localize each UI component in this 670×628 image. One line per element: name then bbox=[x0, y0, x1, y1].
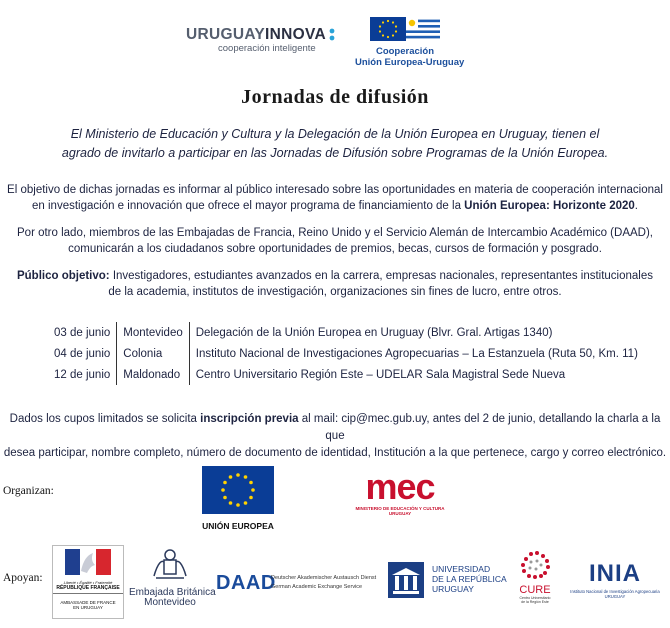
udelar-line-2: DE LA REPÚBLICA bbox=[432, 574, 507, 584]
schedule-city: Colonia bbox=[117, 343, 189, 364]
eu-label: UNIÓN EUROPEA bbox=[202, 521, 274, 531]
cure-dots-icon bbox=[517, 550, 553, 580]
udelar-line-3: URUGUAY bbox=[432, 584, 474, 594]
france-name: RÉPUBLIQUE FRANÇAISE bbox=[53, 585, 123, 594]
registration-line-2: desea participar, nombre completo, número de documento de identidad, Institución a la que pertenece, cargo y correo electrónico. bbox=[3, 447, 667, 459]
cure-line-1: Centro Universitario bbox=[519, 596, 551, 600]
schedule-venue: Instituto Nacional de Investigaciones Agropecuarias – La Estanzuela (Ruta 50, Km. 11) bbox=[195, 347, 638, 360]
table-row bbox=[48, 364, 644, 385]
france-amb-2: EN URUGUAY bbox=[73, 605, 103, 610]
udelar-emblem-icon bbox=[388, 562, 424, 598]
uk-line-1: Embajada Británica bbox=[129, 587, 216, 598]
daad-logo bbox=[216, 572, 276, 595]
intro-line-2: agrado de invitarlo a participar en las Jornadas de Difusión sobre Programas de la Unión Europea. bbox=[61, 146, 609, 160]
cooperacion-logo bbox=[355, 17, 465, 68]
inia-logo bbox=[562, 562, 668, 599]
schedule-date: 03 de junio bbox=[48, 322, 117, 343]
objective-line-2: en investigación e innovación que ofrece el mayor programa de financiamiento de la bbox=[32, 200, 465, 212]
embassies-line-2: comunicarán a los ciudadanos sobre oportunidades de premios, becas, cursos de formación y posgrado. bbox=[68, 243, 602, 255]
cure-logo bbox=[511, 550, 559, 604]
objective-line-1: El objetivo de dichas jornadas es informar al público interesado sobre las oportunidades en materia de cooperación internacional bbox=[7, 184, 663, 196]
royal-crest-icon bbox=[150, 548, 190, 582]
audience-label: Público objetivo: bbox=[16, 270, 110, 282]
daad-text bbox=[271, 575, 386, 590]
table-row bbox=[48, 322, 644, 343]
horizonte-2020: Unión Europea: Horizonte 2020 bbox=[464, 200, 635, 212]
inia-line-2: URUGUAY bbox=[604, 594, 626, 599]
daad-wordmark: DAAD bbox=[216, 572, 276, 594]
audience-paragraph bbox=[0, 268, 670, 300]
daad-line-1: Deutscher Akademischer Austausch Dienst bbox=[271, 575, 377, 581]
audience-line-1: Investigadores, estudiantes avanzados en la carrera, empresas nacionales, representantes institucionales bbox=[109, 270, 653, 282]
eu-uruguay-flags-icon bbox=[370, 17, 440, 41]
intro-line-1: El Ministerio de Educación y Cultura y la Delegación de la Unión Europea en Uruguay, tienen el bbox=[70, 127, 600, 141]
uruguay-innova-word-2: INNOVA bbox=[265, 26, 326, 43]
mec-logo bbox=[355, 466, 445, 516]
udelar-line-1: UNIVERSIDAD bbox=[432, 564, 491, 574]
inscripcion-previa: inscripción previa bbox=[200, 413, 299, 425]
schedule-venue: Delegación de la Unión Europea en Uruguay (Blvr. Gral. Artigas 1340) bbox=[195, 326, 553, 339]
registration-paragraph bbox=[0, 411, 670, 462]
cure-line-2: de la Región Este bbox=[521, 600, 549, 604]
uk-embassy-logo bbox=[129, 548, 216, 608]
mec-sub-2: URUGUAY bbox=[388, 511, 412, 516]
supporters-label: Apoyan: bbox=[3, 572, 43, 584]
table-row bbox=[48, 343, 644, 364]
schedule-city: Montevideo bbox=[117, 322, 189, 343]
schedule-city: Maldonado bbox=[117, 364, 189, 385]
schedule-date: 04 de junio bbox=[48, 343, 117, 364]
page-title: Jornadas de difusión bbox=[241, 86, 429, 108]
intro-paragraph bbox=[0, 125, 670, 163]
cooperacion-line-1: Cooperación bbox=[375, 46, 435, 57]
uruguay-innova-word-1: URUGUAY bbox=[186, 26, 266, 43]
schedule-venue: Centro Universitario Región Este – UDELAR Sala Magistral Sede Nueva bbox=[195, 368, 566, 381]
uruguay-innova-tagline: cooperación inteligente bbox=[218, 43, 316, 54]
eu-flag-icon bbox=[202, 466, 274, 514]
cure-wordmark: CURE bbox=[519, 584, 551, 596]
organizers-label: Organizan: bbox=[3, 485, 54, 497]
schedule-table bbox=[48, 322, 644, 385]
daad-line-2: German Academic Exchange Service bbox=[271, 584, 363, 590]
cooperacion-line-2: Unión Europea-Uruguay bbox=[355, 57, 465, 68]
mec-sub-1: MINISTERIO DE EDUCACIÓN Y CULTURA bbox=[355, 506, 445, 511]
eu-logo bbox=[202, 466, 274, 531]
mec-wordmark: mec bbox=[365, 466, 435, 507]
france-amb-1: AMBASSADE DE FRANCE bbox=[60, 600, 116, 605]
inia-line-1: Instituto Nacional de Investigación Agropecuaria bbox=[570, 589, 660, 594]
marianne-icon bbox=[65, 549, 111, 575]
dots-icon bbox=[328, 28, 336, 42]
registration-line-1c: al mail: cip@mec.gub.uy, antes del 2 de junio, detallando la charla a la que bbox=[298, 413, 661, 442]
uruguay-innova-logo bbox=[186, 26, 326, 54]
objective-paragraph bbox=[0, 182, 670, 214]
embassies-line-1: Por otro lado, miembros de las Embajadas de Francia, Reino Unido y el Servicio Alemán de Intercambio Académico (DAAD), bbox=[17, 227, 653, 239]
uk-line-2: Montevideo bbox=[144, 597, 196, 608]
audience-line-2: de la academia, institutos de investigación, organizaciones sin fines de lucro, entre otros. bbox=[108, 286, 562, 298]
objective-line-2-end: . bbox=[634, 200, 638, 212]
france-embassy-logo bbox=[52, 545, 124, 619]
france-motto: Liberté • Égalité • Fraternité bbox=[63, 580, 113, 585]
registration-line-1a: Dados los cupos limitados se solicita bbox=[9, 413, 201, 425]
schedule-date: 12 de junio bbox=[48, 364, 117, 385]
embassies-paragraph bbox=[0, 225, 670, 257]
inia-wordmark: INIA bbox=[589, 560, 641, 587]
